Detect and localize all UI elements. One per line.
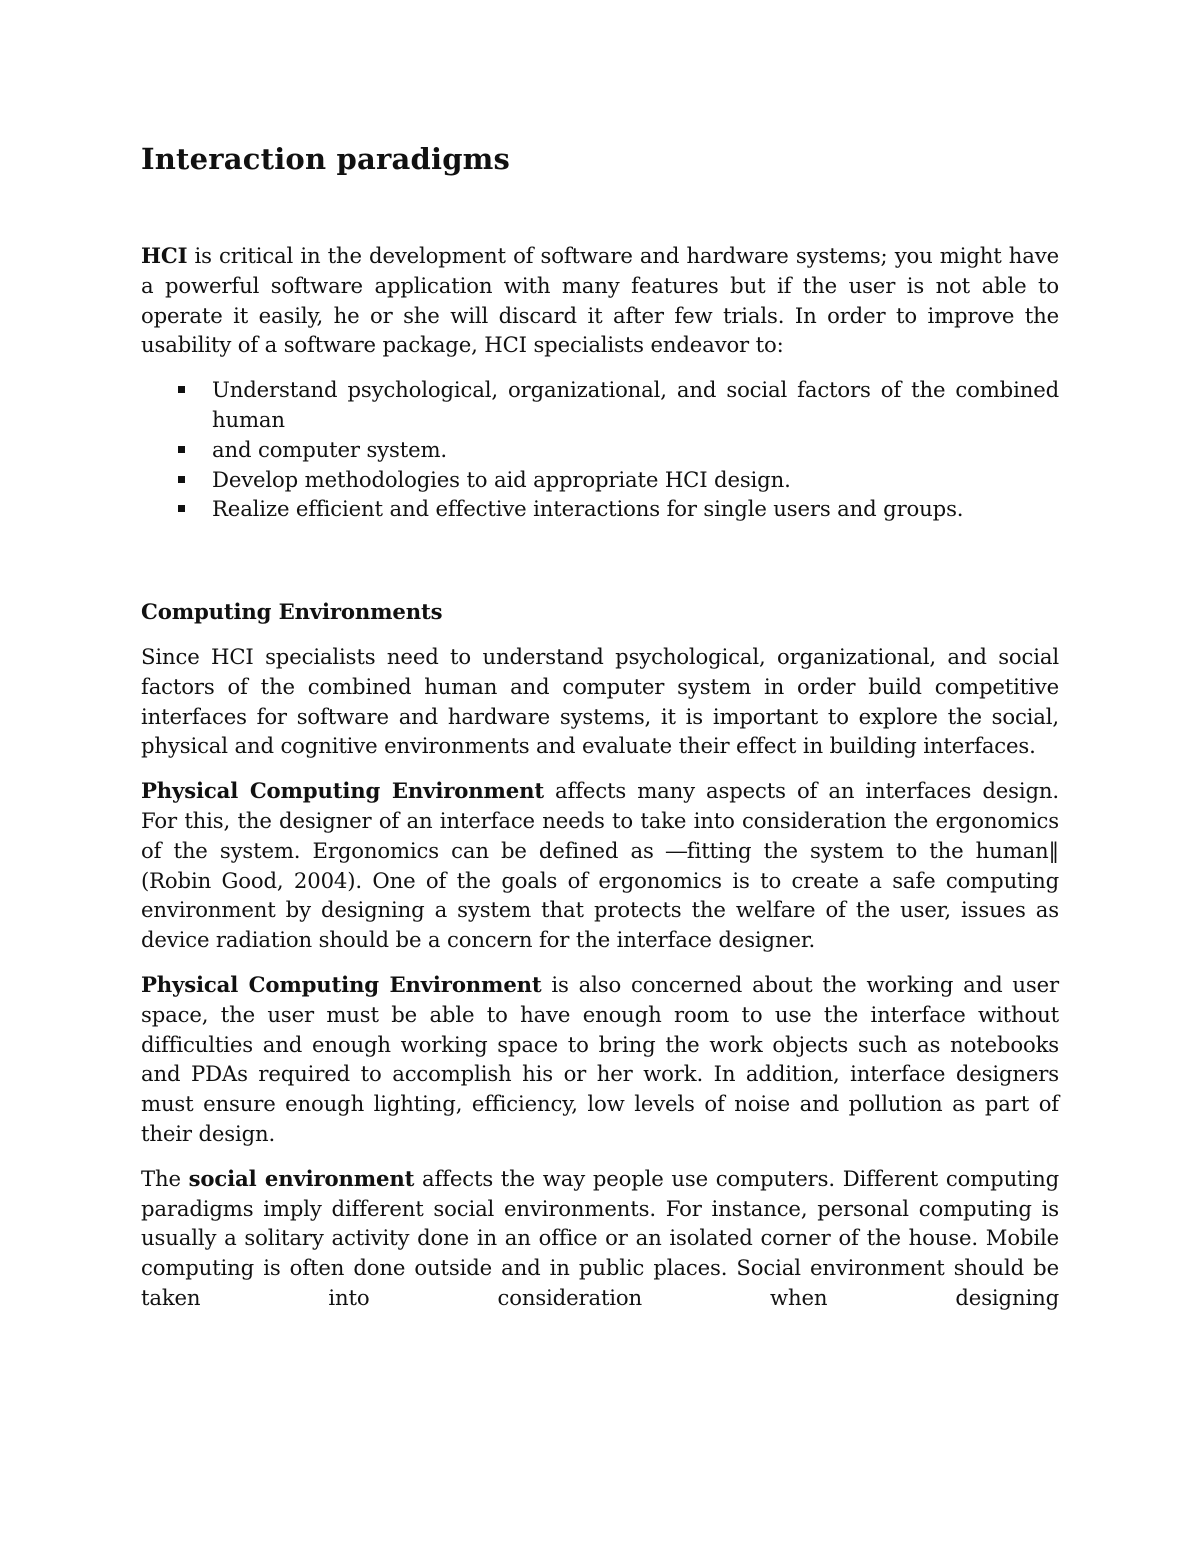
square-bullet-icon xyxy=(178,446,185,453)
page-title: Interaction paradigms xyxy=(141,142,511,176)
paragraph-text: is also concerned about the working and user space, the user must be able to have enough room to use the interface without difficulties and enough working space to bring the work objects such as notebooks and PDAs required to accomplish his or her work. In addition, interface designers must ensure enough lighting, efficiency, low levels of noise and pollution as part of their design. xyxy=(141,971,1059,1146)
paragraph-physical-environment-1 xyxy=(141,776,1059,955)
document-body xyxy=(141,241,1059,1328)
square-bullet-icon xyxy=(178,386,185,393)
square-bullet-icon xyxy=(178,476,185,483)
intro-paragraph xyxy=(141,241,1059,360)
intro-text: is critical in the development of software and hardware systems; you might have a powerful software application with many features but if the user is not able to operate it easily, he or she will discard it after few trials. In order to improve the usability of a software package, HCI specialists endeavor to: xyxy=(141,243,1059,358)
paragraph-lead: The xyxy=(141,1165,189,1191)
objectives-list xyxy=(141,375,1059,524)
physical-environment-term: Physical Computing Environment xyxy=(141,778,544,804)
paragraph-physical-environment-2 xyxy=(141,970,1059,1149)
list-item xyxy=(141,494,1059,524)
paragraph-social-environment xyxy=(141,1164,1059,1313)
list-item-text: Develop methodologies to aid appropriate HCI design. xyxy=(212,466,791,492)
list-item-text: Realize efficient and effective interactions for single users and groups. xyxy=(212,496,964,522)
section-heading: Computing Environments xyxy=(141,599,443,625)
social-environment-term: social environment xyxy=(188,1165,415,1191)
list-item xyxy=(141,375,1059,435)
physical-environment-term: Physical Computing Environment xyxy=(141,971,542,997)
list-item-text: and computer system. xyxy=(212,436,448,462)
paragraph-text: affects many aspects of an interfaces design. For this, the designer of an interface needs to take into consideration the ergonomics of the system. Ergonomics can be defined as ―fitting the system to the human‖ (Robin Good, 2004). One of the goals of ergonomics is to create a safe computing environment by designing a system that protects the welfare of the user, issues as device radiation should be a concern for the interface designer. xyxy=(141,778,1059,953)
list-item xyxy=(141,435,1059,465)
list-item-text: Understand psychological, organizational, and social factors of the combined human xyxy=(212,377,1059,432)
square-bullet-icon xyxy=(178,505,185,512)
paragraph-since: Since HCI specialists need to understand psychological, organizational, and social factors of the combined human and computer system in order build competitive interfaces for software and hardware systems, it is important to explore the social, physical and cognitive environments and evaluate their effect in building interfaces. xyxy=(141,643,1059,759)
intro-lead-term: HCI xyxy=(141,243,188,268)
list-item xyxy=(141,465,1059,495)
paragraph-text: affects the way people use computers. Different computing paradigms imply different social environments. For instance, personal computing is usually a solitary activity done in an office or an isolated corner of the house. Mobile computing is often done outside and in public places. Social environment should be taken into consideration when designing xyxy=(141,1165,1059,1310)
